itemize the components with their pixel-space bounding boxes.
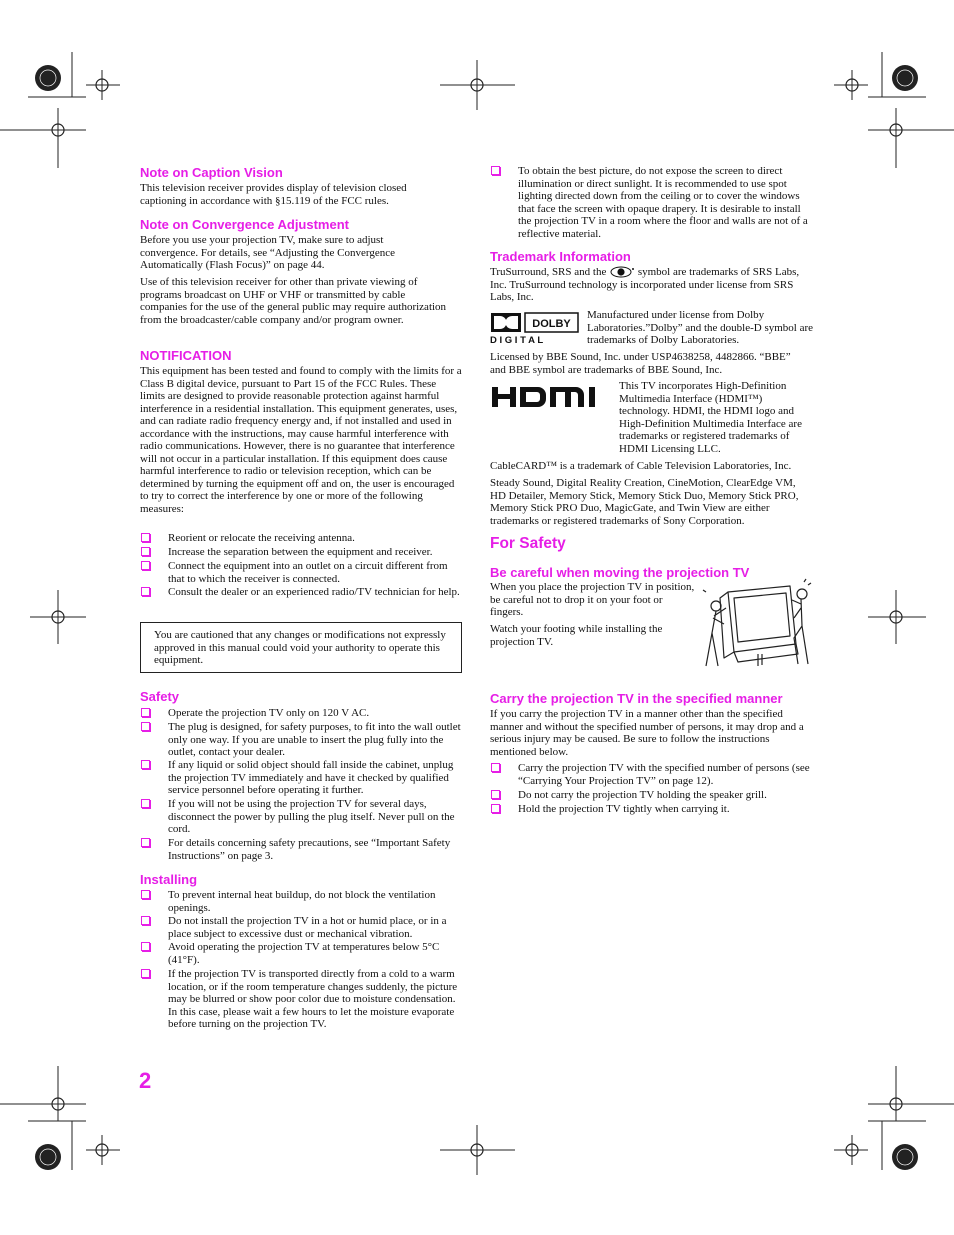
list-item: Hold the projection TV tightly when carrying it. bbox=[490, 803, 815, 816]
moving-heading: Be careful when moving the projection TV bbox=[490, 565, 750, 580]
moving-body-2: Watch your footing while installing the projection TV. bbox=[490, 623, 663, 648]
list-item: Carry the projection TV with the specified number of persons (see “Carrying Your Projection TV” on page 12). bbox=[490, 762, 815, 787]
checkbox-bullet-icon bbox=[141, 533, 150, 542]
moving-body: When you place the projection TV in position, be careful not to drop it on your foot or fingers. bbox=[490, 581, 695, 618]
dolby-text: Manufactured under license from Dolby Laboratories.”Dolby” and the double-D symbol are trademarks of Dolby Laboratories. bbox=[587, 309, 814, 346]
checkbox-bullet-icon bbox=[491, 763, 500, 772]
list-item: To prevent internal heat buildup, do not block the ventilation openings. bbox=[140, 889, 465, 914]
caution-text: You are cautioned that any changes or modifications not expressly approved in this manual could void your authority to operate this equipment. bbox=[154, 629, 446, 666]
list-item: Connect the equipment into an outlet on a circuit different from that to which the receiver is connected. bbox=[140, 560, 452, 585]
list-item: Do not carry the projection TV holding the speaker grill. bbox=[490, 789, 815, 802]
for-safety-heading: For Safety bbox=[490, 535, 566, 552]
checkbox-bullet-icon bbox=[141, 561, 150, 570]
list-item: Reorient or relocate the receiving antenna. bbox=[140, 532, 465, 545]
caption-vision-body: This television receiver provides display of television closed captioning in accordance with §15.119 of the FCC rules. bbox=[140, 182, 407, 207]
caution-box bbox=[140, 622, 462, 673]
digital-logo-word: D I G I T A L bbox=[490, 335, 544, 344]
checkbox-bullet-icon bbox=[141, 916, 150, 925]
hdmi-text: This TV incorporates High-Definition Multimedia Interface (HDMI™) technology. HDMI, the HDMI logo and High-Definition Multimedia Interface are trademarks or registered trademarks of HDMI Licensing LLC. bbox=[619, 380, 802, 455]
checkbox-bullet-icon bbox=[141, 942, 150, 951]
bbe-text: Licensed by BBE Sound, Inc. under USP4638258, 4482866. “BBE” and BBE symbol are trademarks of BBE Sound, Inc. bbox=[490, 351, 791, 376]
page-number: 2 bbox=[139, 1068, 152, 1093]
list-item: The plug is designed, for safety purposes, to fit into the wall outlet only one way. If you are unable to insert the plug fully into the outlet, contact your dealer. bbox=[140, 721, 465, 759]
checkbox-bullet-icon bbox=[491, 804, 500, 813]
checkbox-bullet-icon bbox=[141, 722, 150, 731]
convergence-heading: Note on Convergence Adjustment bbox=[140, 217, 349, 232]
checkbox-bullet-icon bbox=[491, 790, 500, 799]
convergence-body-2: Use of this television receiver for other than private viewing of programs broadcast on UHF or VHF or transmitted by cable companies for the use of the general public may require authorization from the broadcaster/cable company and/or program owner. bbox=[140, 276, 447, 326]
checkbox-bullet-icon bbox=[141, 760, 150, 769]
checkbox-bullet-icon bbox=[141, 708, 150, 717]
list-item: Operate the projection TV only on 120 V AC. bbox=[140, 707, 465, 720]
hdmi-logo bbox=[490, 384, 610, 410]
list-item: If you will not be using the projection TV for several days, disconnect the power by pulling the plug itself. Never pull on the cord. bbox=[140, 798, 465, 836]
notification-body: This equipment has been tested and found to comply with the limits for a Class B digital device, pursuant to Part 15 of the FCC Rules. These limits are designed to provide reasonable protection against harmful interference in a residential installation. This equipment generates, uses, and can radiate radio frequency energy and, if not installed and used in accordance with the instructions, may cause harmful interference with radio communications. However, there is no guarantee that interference will not occur in a particular installation. If this equipment does cause harmful interference to radio or television reception, which can be determined by turning the equipment off and on, the user is encouraged to try to correct the interference by one or more of the following measures: bbox=[140, 365, 462, 515]
list-item: To obtain the best picture, do not expose the screen to direct illumination or direct sunlight. It is recommended to use spot lighting directed down from the ceiling or to cover the windows that face the screen with opaque drapery. It is desirable to install the projection TV in a room where the floor and walls are not of a reflective material. bbox=[490, 165, 812, 240]
trademark-heading: Trademark Information bbox=[490, 249, 631, 264]
tv-moving-illustration bbox=[698, 578, 813, 672]
checkbox-bullet-icon bbox=[491, 166, 500, 175]
caption-vision-heading: Note on Caption Vision bbox=[140, 165, 283, 180]
checkbox-bullet-icon bbox=[141, 799, 150, 808]
list-item: Increase the separation between the equipment and receiver. bbox=[140, 546, 465, 559]
convergence-body: Before you use your projection TV, make sure to adjust convergence. For details, see “Adjusting the Convergence Automatically (Flash Focus)” on page 44. bbox=[140, 234, 395, 271]
checkbox-bullet-icon bbox=[141, 838, 150, 847]
checkbox-bullet-icon bbox=[141, 587, 150, 596]
safety-heading: Safety bbox=[140, 689, 180, 704]
list-item: Avoid operating the projection TV at temperatures below 5°C (41°F). bbox=[140, 941, 465, 966]
srs-trademark-text: TruSurround, SRS and the symbol are trademarks of SRS Labs, Inc. TruSurround technology is incorporated under license from SRS Labs, Inc. bbox=[490, 266, 800, 303]
list-item: If any liquid or solid object should fall inside the cabinet, unplug the projection TV immediately and have it checked by qualified service personnel before operating it further. bbox=[140, 759, 458, 797]
list-item: For details concerning safety precautions, see “Important Safety Instructions” on page 3. bbox=[140, 837, 458, 862]
sony-trademark-text: Steady Sound, Digital Reality Creation, CineMotion, ClearEdge VM, HD Detailer, Memory Stick, Memory Stick Duo, Memory Stick PRO, Memory Stick PRO Duo, MagicGate, and Twin View are either trademarks or registered trademarks of Sony Corporation. bbox=[490, 477, 799, 527]
list-item: If the projection TV is transported directly from a cold to a warm location, or if the room temperature changes suddenly, the picture may be blurred or show poor color due to moisture condensation. In this case, please wait a few hours to let the moisture evaporate before turning on the projection TV. bbox=[140, 968, 465, 1031]
list-item: Do not install the projection TV in a hot or humid place, or in a place subject to excessive dust or mechanical vibration. bbox=[140, 915, 465, 940]
list-item: Consult the dealer or an experienced radio/TV technician for help. bbox=[140, 586, 465, 599]
cablecard-text: CableCARD™ is a trademark of Cable Television Laboratories, Inc. bbox=[490, 460, 792, 472]
dolby-logo-word: DOLBY bbox=[532, 318, 571, 330]
checkbox-bullet-icon bbox=[141, 547, 150, 556]
notification-heading: NOTIFICATION bbox=[140, 348, 232, 363]
carry-body: If you carry the projection TV in a manner other than the specified manner and without the specified number of persons, it may drop and a serious injury may be caused. Be sure to follow the instructions mentioned below. bbox=[490, 708, 804, 758]
dolby-digital-logo bbox=[490, 312, 579, 344]
carry-heading: Carry the projection TV in the specified manner bbox=[490, 691, 783, 706]
installing-heading: Installing bbox=[140, 872, 198, 887]
srs-logo-icon bbox=[609, 266, 635, 278]
checkbox-bullet-icon bbox=[141, 969, 150, 978]
checkbox-bullet-icon bbox=[141, 890, 150, 899]
